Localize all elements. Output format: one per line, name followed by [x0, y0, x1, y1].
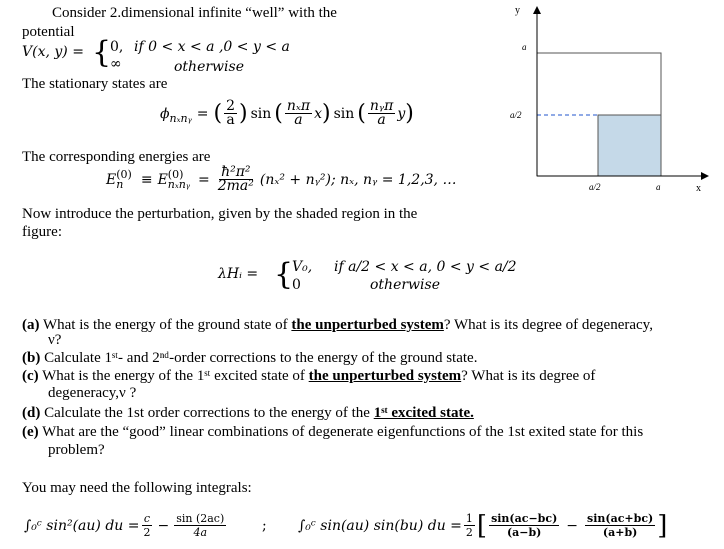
- wf-arg2-num: nᵧπ: [369, 98, 394, 114]
- question-a-underline: the unperturbed system: [291, 317, 444, 333]
- en-num: ħ²π²: [221, 164, 251, 180]
- energy-equation: [106, 166, 456, 193]
- question-d: [22, 404, 474, 423]
- question-a-line2: ν?: [48, 332, 62, 348]
- en-e2: E: [157, 171, 168, 188]
- integral-separator: ;: [262, 518, 267, 534]
- perturbation-region: [598, 115, 661, 176]
- stationary-states-text: The stationary states are: [22, 76, 168, 92]
- en-lhs-sup: (0): [116, 167, 132, 181]
- potential-case2-value: ∞: [110, 56, 122, 72]
- int2-f2-den: (a+b): [602, 526, 638, 539]
- question-d-underline: 1ˢᵗ excited state.: [373, 405, 474, 421]
- wf-var2: y: [397, 105, 406, 122]
- intro-line1: Consider 2.dimensional infinite “well” with the: [52, 5, 337, 21]
- x-axis-label: x: [696, 183, 701, 194]
- int1-lhs: ∫₀ᶜ sin²(au) du =: [24, 517, 140, 534]
- wf-eq: =: [196, 105, 209, 122]
- question-d-pre: Calculate the 1st order corrections to the energy of the: [44, 405, 374, 421]
- wf-coef-den: a: [226, 112, 235, 128]
- question-c-label: (c): [22, 368, 39, 384]
- int1-f2-den: 4a: [193, 526, 208, 539]
- potential-brace: {: [92, 35, 112, 70]
- question-a-label: (a): [22, 317, 40, 333]
- pert-case1-cond: if a/2 < x < a, 0 < y < a/2: [334, 259, 517, 275]
- int1-f2-num: sin (2ac): [176, 512, 225, 525]
- wf-sin1: sin: [250, 105, 272, 122]
- question-e-line2: problem?: [48, 442, 105, 458]
- en-tail: (nₓ² + nᵧ²); nₓ, nᵧ = 1,2,3, …: [259, 171, 457, 188]
- question-b-label: (b): [22, 350, 41, 366]
- integral-2: ∫₀ᶜ sin(au) sin(bu) du = $\frac{1}{2}$ [ $\frac{\sin(ac-bc)}{(a-b)}$ − $\frac{\sin(ac+bc)}{(a+b)}$ ]: [298, 510, 668, 541]
- potential-case1-value: 0,: [110, 39, 124, 55]
- pert-case2-value: 0: [292, 277, 301, 293]
- x-tick-a: a: [656, 182, 661, 192]
- int2-f1-den: (a−b): [506, 526, 542, 539]
- question-d-label: (d): [22, 405, 41, 421]
- question-a: [22, 316, 653, 335]
- en-lhs-sub: n: [116, 177, 124, 191]
- intro-line2: potential: [22, 24, 75, 40]
- question-a-post: ? What is its degree of degeneracy,: [443, 317, 653, 333]
- question-e-text: What are the “good” linear combinations of degenerate eigenfunctions of the 1st exited state for this: [42, 424, 644, 440]
- question-b: [22, 349, 477, 368]
- wf-arg2-den: a: [377, 112, 386, 128]
- question-c-post: ? What is its degree of: [461, 368, 596, 384]
- wf-arg1-den: a: [294, 112, 303, 128]
- question-a-pre: What is the energy of the ground state of: [42, 317, 292, 333]
- int1-f1-den: 2: [143, 526, 151, 539]
- well-figure: [490, 0, 724, 200]
- en-den: 2ma²: [217, 178, 254, 194]
- integrals-intro: You may need the following integrals:: [22, 480, 252, 496]
- wf-sin2: sin: [333, 105, 355, 122]
- potential-lhs: V(x, y) =: [22, 44, 84, 60]
- int2-lhs: ∫₀ᶜ sin(au) sin(bu) du =: [298, 517, 462, 534]
- int2-f2-num: sin(ac+bc): [587, 512, 654, 525]
- int2-half-num: 1: [465, 512, 473, 525]
- potential-case2-cond: otherwise: [174, 59, 244, 75]
- question-b-text: Calculate 1ˢᵗ- and 2ⁿᵈ-order corrections to the energy of the ground state.: [44, 350, 478, 366]
- question-c-line2: degeneracy,ν ?: [48, 385, 137, 401]
- wavefunction-equation: ϕ nₓnᵧ = ( $\frac{2}{a}$ ) sin ( $\frac{\text{nₓπ}}{a}$ x ) sin ( $\frac{\text{nᵧπ}}{a}$ y ): [160, 98, 414, 128]
- en-e2-sub: nₓnᵧ: [167, 177, 191, 191]
- en-eq: =: [198, 171, 210, 188]
- potential-case1-cond: if 0 < x < a ,0 < y < a: [134, 39, 290, 55]
- en-e2-sup: (0): [167, 167, 184, 181]
- int1-f1-num: c: [143, 512, 151, 525]
- wf-lhs: ϕ: [160, 105, 170, 122]
- pert-brace: {: [274, 257, 294, 292]
- en-equiv: ≡: [140, 171, 153, 188]
- pert-case1-value: V₀,: [292, 259, 313, 275]
- question-c-underline: the unperturbed system: [308, 368, 462, 384]
- x-tick-half: a/2: [589, 182, 601, 192]
- wf-coef-num: 2: [226, 98, 236, 114]
- question-e-label: (e): [22, 424, 39, 440]
- y-axis-label: y: [515, 5, 520, 16]
- int2-half-den: 2: [465, 526, 473, 539]
- pert-case2-cond: otherwise: [370, 277, 440, 293]
- perturbation-text1: Now introduce the perturbation, given by the shaded region in the: [22, 206, 418, 222]
- int1-minus: −: [157, 517, 170, 534]
- question-e: [22, 423, 643, 442]
- int2-minus: −: [566, 517, 579, 534]
- perturbation-text2: figure:: [22, 224, 62, 240]
- en-lhs: E: [106, 171, 117, 188]
- y-tick-half: a/2: [510, 110, 522, 120]
- wf-arg1-num: nₓπ: [286, 98, 311, 114]
- energies-text: The corresponding energies are: [22, 149, 211, 165]
- y-tick-a: a: [522, 42, 527, 52]
- question-c-pre: What is the energy of the 1ˢᵗ excited state of: [42, 368, 309, 384]
- wf-lhs-sub: nₓnᵧ: [169, 112, 192, 125]
- wf-var1: x: [314, 105, 322, 122]
- int2-f1-num: sin(ac−bc): [491, 512, 558, 525]
- integral-1: [24, 512, 228, 539]
- pert-lhs: λHᵢ =: [218, 266, 259, 282]
